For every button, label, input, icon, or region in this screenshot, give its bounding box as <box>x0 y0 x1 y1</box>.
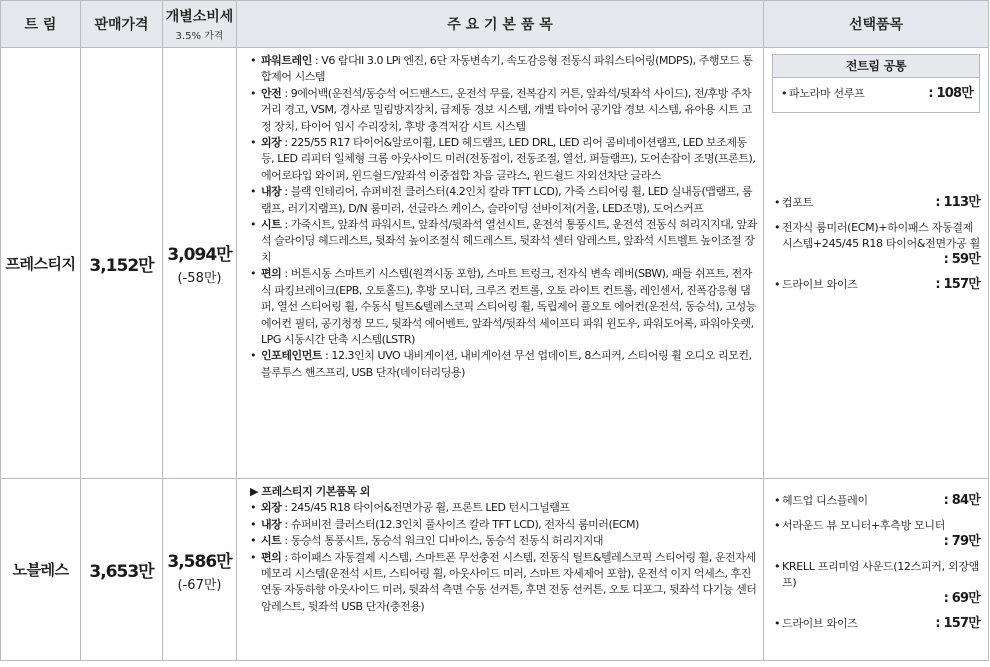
basic-features <box>237 48 764 479</box>
trim-name: 노블레스 <box>1 479 81 661</box>
option-item <box>779 86 973 102</box>
feature-item <box>245 517 757 533</box>
header-tax-price <box>163 1 237 48</box>
feature-label: 인포테인먼트 <box>261 349 323 363</box>
feature-label: 내장 <box>261 517 282 531</box>
feature-item <box>245 53 757 86</box>
feature-label: 편의 <box>261 267 282 281</box>
feature-label: 편의 <box>261 550 282 564</box>
feature-list <box>245 53 757 381</box>
option-item <box>772 220 980 268</box>
option-price-value: 108만 <box>936 86 973 101</box>
header-options: 선택품목 <box>764 1 989 48</box>
feature-label: 외장 <box>261 136 282 150</box>
feature-label: 외장 <box>261 501 282 515</box>
common-options-title: 전트림 공통 <box>773 55 979 78</box>
feature-item <box>245 500 757 516</box>
option-name: • 컴포트 <box>782 196 813 209</box>
header-basic-features: 주 요 기 본 품 목 <box>237 1 764 48</box>
feature-item <box>245 86 757 135</box>
header-tax-price-label: 개별소비세 <box>165 9 234 25</box>
trim-name: 프레스티지 <box>1 48 81 479</box>
tax-price-cell <box>163 479 237 661</box>
common-options-box <box>772 54 980 113</box>
tax-price: 3,586만 <box>167 551 232 572</box>
feature-item <box>245 266 757 348</box>
feature-label: 시트 <box>261 218 282 232</box>
option-price-value: 59만 <box>951 252 980 267</box>
sale-price: 3,152만 <box>81 48 163 479</box>
feature-label: 파워트레인 <box>261 54 312 67</box>
features-heading: ▶ 프레스티지 기본품목 외 <box>250 485 370 498</box>
option-name: • 헤드업 디스플레이 <box>782 494 868 507</box>
option-price-value: 79만 <box>951 534 980 549</box>
option-item <box>772 559 980 607</box>
feature-item <box>245 217 757 266</box>
trim-row-noblesse <box>1 479 989 661</box>
tax-price-cell <box>163 48 237 479</box>
option-price-value: 84만 <box>951 493 980 508</box>
option-item <box>772 616 980 632</box>
header-row <box>1 1 989 48</box>
tax-diff: (-67만) <box>177 577 222 593</box>
option-price: : 157만 <box>935 277 980 292</box>
feature-list <box>245 500 757 615</box>
tax-price: 3,094만 <box>167 245 232 265</box>
option-name: • 파노라마 선루프 <box>789 87 865 100</box>
option-price: : 59만 <box>943 252 980 267</box>
option-item <box>772 493 980 509</box>
feature-label: 내장 <box>261 185 282 199</box>
option-name: 전자식 룸미러(ECM)+하이패스 자동결제 시스템+245/45 R18 타이어&전면가공 휠 <box>782 221 981 250</box>
feature-text: : 12.3인치 UVO 내비게이션, 내비게이션 무선 업데이트, 8스피커, 스티어링 휠 오디오 리모컨, 블루투스 핸즈프리, USB 단자(데이터리딩용) <box>261 349 752 379</box>
option-item <box>772 277 980 293</box>
trim-row-prestige <box>1 48 989 479</box>
option-item <box>772 518 980 550</box>
sale-price: 3,653만 <box>81 479 163 661</box>
feature-text: : 슈퍼비전 클러스터(12.3인치 풀사이즈 칼라 TFT LCD), 전자식 룸미러(ECM) <box>281 517 639 531</box>
option-price: : 69만 <box>943 591 980 606</box>
header-trim: 트 림 <box>1 1 81 48</box>
option-cell <box>764 479 989 661</box>
option-price: : 108만 <box>928 86 973 101</box>
feature-text: : 블랙 인테리어, 슈퍼비전 클러스터(4.2인치 칼라 TFT LCD), 가죽 스티어링 휠, LED 실내등(맵램프, 룸램프, 러기지램프), D/N 룸미러, 선글라스 케이스, 슬라이딩 선바이저(거울, LED조명), 도어스커프 <box>261 185 753 215</box>
feature-text: : 하이패스 자동결제 시스템, 스마트폰 무선충전 시스템, 전동식 틸트&텔레스코픽 스티어링 휠, 운전자세 메모리 시스템(운전석 시트, 스티어링 휠, 아웃사이드 미러, 스마트 자세제어 포함), 운전석 이지 억세스, 후진연동 자동하향 아웃사이드 미러, 뒷좌석 측면 수동 선커튼, 후면 전동 선커튼, 오토 디포그, 뒷좌석 다기능 센터 암레스트, 뒷좌석 USB 단자(충전용) <box>261 550 757 613</box>
option-name: • 드라이브 와이즈 <box>782 617 858 630</box>
option-price-value: 157만 <box>943 616 980 631</box>
header-tax-price-sub: 3.5% 가격 <box>175 31 224 42</box>
option-price-value: 157만 <box>943 277 980 292</box>
feature-label: 안전 <box>261 86 282 100</box>
feature-text: : 동승석 통풍시트, 동승석 워크인 디바이스, 동승석 전동식 허리지지대 <box>281 534 604 548</box>
option-price: : 84만 <box>943 493 980 508</box>
feature-text: : 9에어백(운전석/동승석 어드밴스드, 운전석 무릎, 전복감지 커튼, 앞좌석/뒷좌석 사이드), 전/후방 주차 거리 경고, VSM, 경사로 밀림방지장치, 급제동 경보 시스템, 개별 타이어 공기압 경보 시스템, 유아용 시트 고정 장치, 타이어 임시 수리장치, 후방 충격저감 시트 시스템 <box>261 86 752 133</box>
basic-features <box>237 479 764 661</box>
feature-item <box>245 550 757 616</box>
option-price: : 113만 <box>935 195 980 210</box>
feature-item <box>245 348 757 381</box>
feature-item <box>245 135 757 184</box>
feature-item <box>245 533 757 549</box>
feature-text: : 버튼시동 스마트키 시스템(원격시동 포함), 스마트 트렁크, 전자식 변속 레버(SBW), 패들 쉬프트, 전자식 파킹브레이크(EPB, 오토홀드), 후방 모니터, 크루즈 컨트롤, 오토 라이트 컨트롤, 레인센서, 진폭감응형 댐퍼, 열선 스티어링 휠, 수동식 틸트&텔레스코픽 스티어링 휠, 독립제어 풀오토 에어컨(운전석, 동승석), 고성능 에어컨 필터, 공기청정 모드, 뒷좌석 에어벤트, 앞좌석/뒷좌석 세이프티 파워 윈도우, 파워도어록, 파워아웃렛, LPG 시동시간 단축 시스템(LSTR) <box>261 267 756 346</box>
feature-text: : V6 람다II 3.0 LPi 엔진, 6단 자동변속기, 속도감응형 전동식 파워스티어링(MDPS), 주행모드 통합제어 시스템 <box>261 54 753 84</box>
header-price: 판매가격 <box>81 1 163 48</box>
option-price: : 79만 <box>943 534 980 549</box>
feature-text: : 245/45 R18 타이어&전면가공 휠, 프론트 LED 턴시그널램프 <box>281 501 570 515</box>
option-price-value: 113만 <box>943 195 980 210</box>
feature-text: : 225/55 R17 타이어&알로이휠, LED 헤드램프, LED DRL, LED 리어 콤비네이션램프, LED 보조제동등, LED 리피터 일체형 크롬 아웃사이드 미러(전동접이, 전동조절, 열선, 퍼들램프), 도어손잡이 조명(프론트), 에어로타입 와이퍼, 윈드쉴드/앞좌석 이중접합 차음 글라스, 윈드쉴드 자외선차단 글라스 <box>261 136 756 182</box>
tax-diff: (-58만) <box>177 271 222 286</box>
option-price-value: 69만 <box>951 591 980 606</box>
feature-label: 시트 <box>261 534 282 548</box>
option-name: 서라운드 뷰 모니터+후측방 모니터 <box>782 519 946 532</box>
feature-text: : 가죽시트, 앞좌석 파워시트, 앞좌석/뒷좌석 열선시트, 운전석 통풍시트, 운전석 전동식 허리지지대, 앞좌석 슬라이딩 헤드레스트, 뒷좌석 높이조절식 헤드레스트, 뒷좌석 센터 암레스트, 앞좌석 시트벨트 높이조절 장치 <box>261 218 757 264</box>
option-name: • 드라이브 와이즈 <box>782 278 858 291</box>
option-price: : 157만 <box>935 616 980 631</box>
option-item <box>772 195 980 211</box>
feature-item <box>245 184 757 217</box>
option-name: KRELL 프리미엄 사운드(12스피커, 외장앰프) <box>782 560 979 589</box>
option-cell <box>764 48 989 479</box>
